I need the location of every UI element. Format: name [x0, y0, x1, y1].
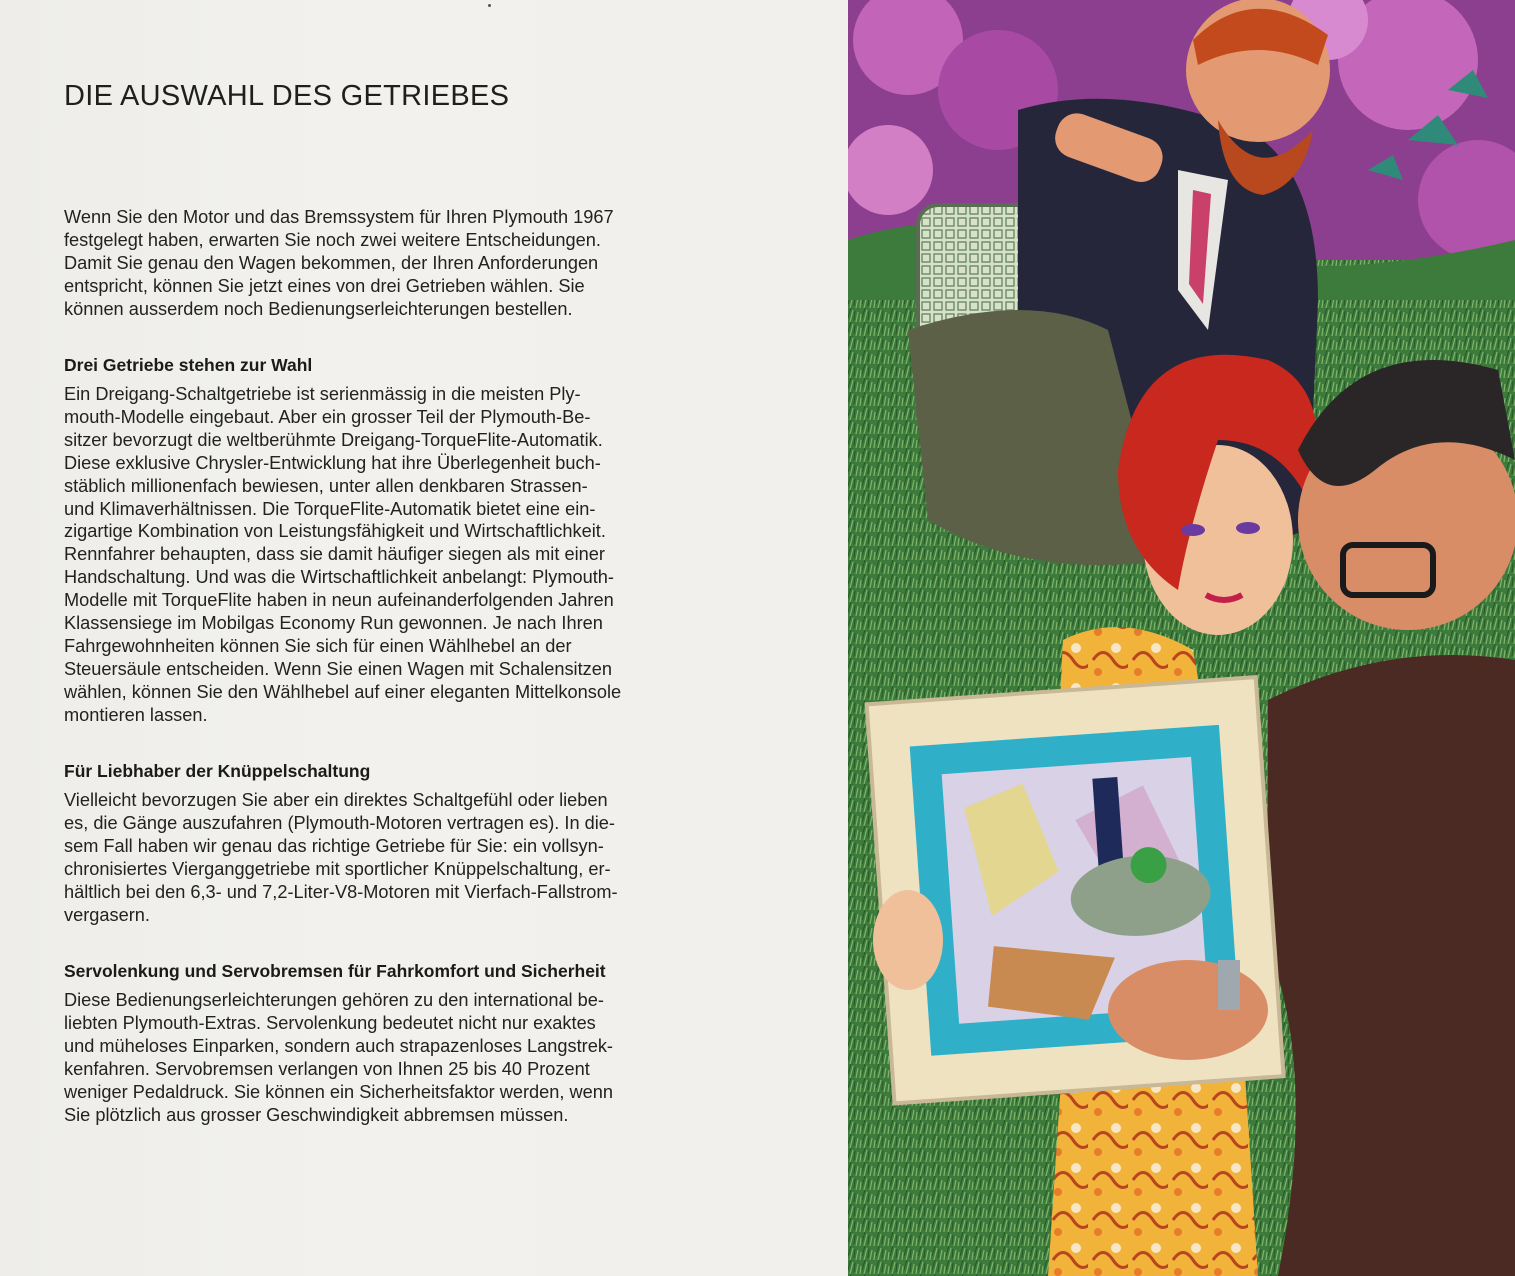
text-line: vergasern. — [64, 904, 150, 925]
text-line: festgelegt haben, erwarten Sie noch zwei weitere Entscheidungen. — [64, 229, 601, 250]
man-with-glasses — [1268, 360, 1515, 1276]
section-heading-servolenkung: Servolenkung und Servobremsen für Fahrkomfort und Sicherheit — [64, 961, 606, 981]
section-body-knueppelschaltung — [64, 789, 746, 926]
section-body-drei-getriebe — [64, 383, 746, 727]
text-line: sitzer bevorzugt die weltberühmte Dreigang-TorqueFlite-Automatik. — [64, 429, 603, 450]
text-line: stäblich millionenfach bewiesen, unter allen denkbaren Strassen- — [64, 475, 588, 496]
text-line: Steuersäule entscheiden. Wenn Sie einen Wagen mit Schalensitzen — [64, 658, 612, 679]
print-speck — [488, 4, 491, 7]
text-line: Diese exklusive Chrysler-Entwicklung hat ihre Überlegenheit buch- — [64, 452, 601, 473]
illustration-panel — [848, 0, 1515, 1276]
text-line: Vielleicht bevorzugen Sie aber ein direktes Schaltgefühl oder lieben — [64, 790, 608, 810]
text-line: Wenn Sie den Motor und das Bremssystem für Ihren Plymouth 1967 — [64, 207, 614, 227]
text-line: Modelle mit TorqueFlite haben in neun aufeinanderfolgenden Jahren — [64, 590, 614, 611]
text-line: Fahrgewohnheiten können Sie sich für einen Wählhebel an der — [64, 635, 572, 656]
text-line: Ein Dreigang-Schaltgetriebe ist serienmässig in die meisten Ply- — [64, 384, 581, 404]
text-line: können ausserdem noch Bedienungserleichterungen bestellen. — [64, 298, 573, 319]
section-heading-drei-getriebe: Drei Getriebe stehen zur Wahl — [64, 355, 313, 375]
text-line: weniger Pedaldruck. Sie können ein Sicherheitsfaktor werden, wenn — [64, 1081, 613, 1102]
text-line: kenfahren. Servobremsen verlangen von Ihnen 25 bis 40 Prozent — [64, 1058, 590, 1079]
text-line: entspricht, können Sie jetzt eines von drei Getrieben wählen. Sie — [64, 275, 585, 296]
intro-paragraph — [64, 206, 746, 321]
text-line: Diese Bedienungserleichterungen gehören zu den international be- — [64, 990, 604, 1010]
text-line: Sie plötzlich aus grosser Geschwindigkeit abbremsen müssen. — [64, 1104, 569, 1125]
text-line: Damit Sie genau den Wagen bekommen, der Ihren Anforderungen — [64, 252, 599, 273]
text-line: mouth-Modelle eingebaut. Aber ein grosser Teil der Plymouth-Be- — [64, 406, 591, 427]
page-title: DIE AUSWAHL DES GETRIEBES — [64, 80, 510, 112]
text-line: zigartige Kombination von Leistungsfähigkeit und Wirtschaftlichkeit. — [64, 521, 606, 542]
text-line: montieren lassen. — [64, 704, 208, 725]
text-line: sem Fall haben wir genau das richtige Getriebe für Sie: ein vollsyn- — [64, 835, 604, 856]
text-line: chronisiertes Vierganggetriebe mit sportlicher Knüppelschaltung, er- — [64, 858, 611, 879]
text-line: hältlich bei den 6,3- und 7,2-Liter-V8-Motoren mit Vierfach-Fallstrom- — [64, 881, 618, 902]
section-heading-knueppelschaltung: Für Liebhaber der Knüppelschaltung — [64, 761, 371, 781]
illustration-people-on-lawn — [848, 0, 1515, 1276]
text-line: es, die Gänge auszufahren (Plymouth-Motoren vertragen es). In die- — [64, 812, 615, 833]
section-body-servolenkung — [64, 989, 746, 1126]
text-line: liebten Plymouth-Extras. Servolenkung bedeutet nicht nur exaktes — [64, 1012, 596, 1033]
text-line: und Klimaverhältnissen. Die TorqueFlite-Automatik bietet eine ein- — [64, 498, 596, 519]
text-line: Handschaltung. Und was die Wirtschaftlichkeit anbelangt: Plymouth- — [64, 567, 614, 588]
text-line: Rennfahrer behaupten, dass sie damit häufiger siegen als mit einer — [64, 544, 605, 565]
text-line: wählen, können Sie den Wählhebel auf einer eleganten Mittelkonsole — [64, 681, 622, 702]
text-line: Klassensiege im Mobilgas Economy Run gewonnen. Je nach Ihren — [64, 613, 603, 634]
text-line: und müheloses Einparken, sondern auch strapazenloses Langstrek- — [64, 1035, 613, 1056]
